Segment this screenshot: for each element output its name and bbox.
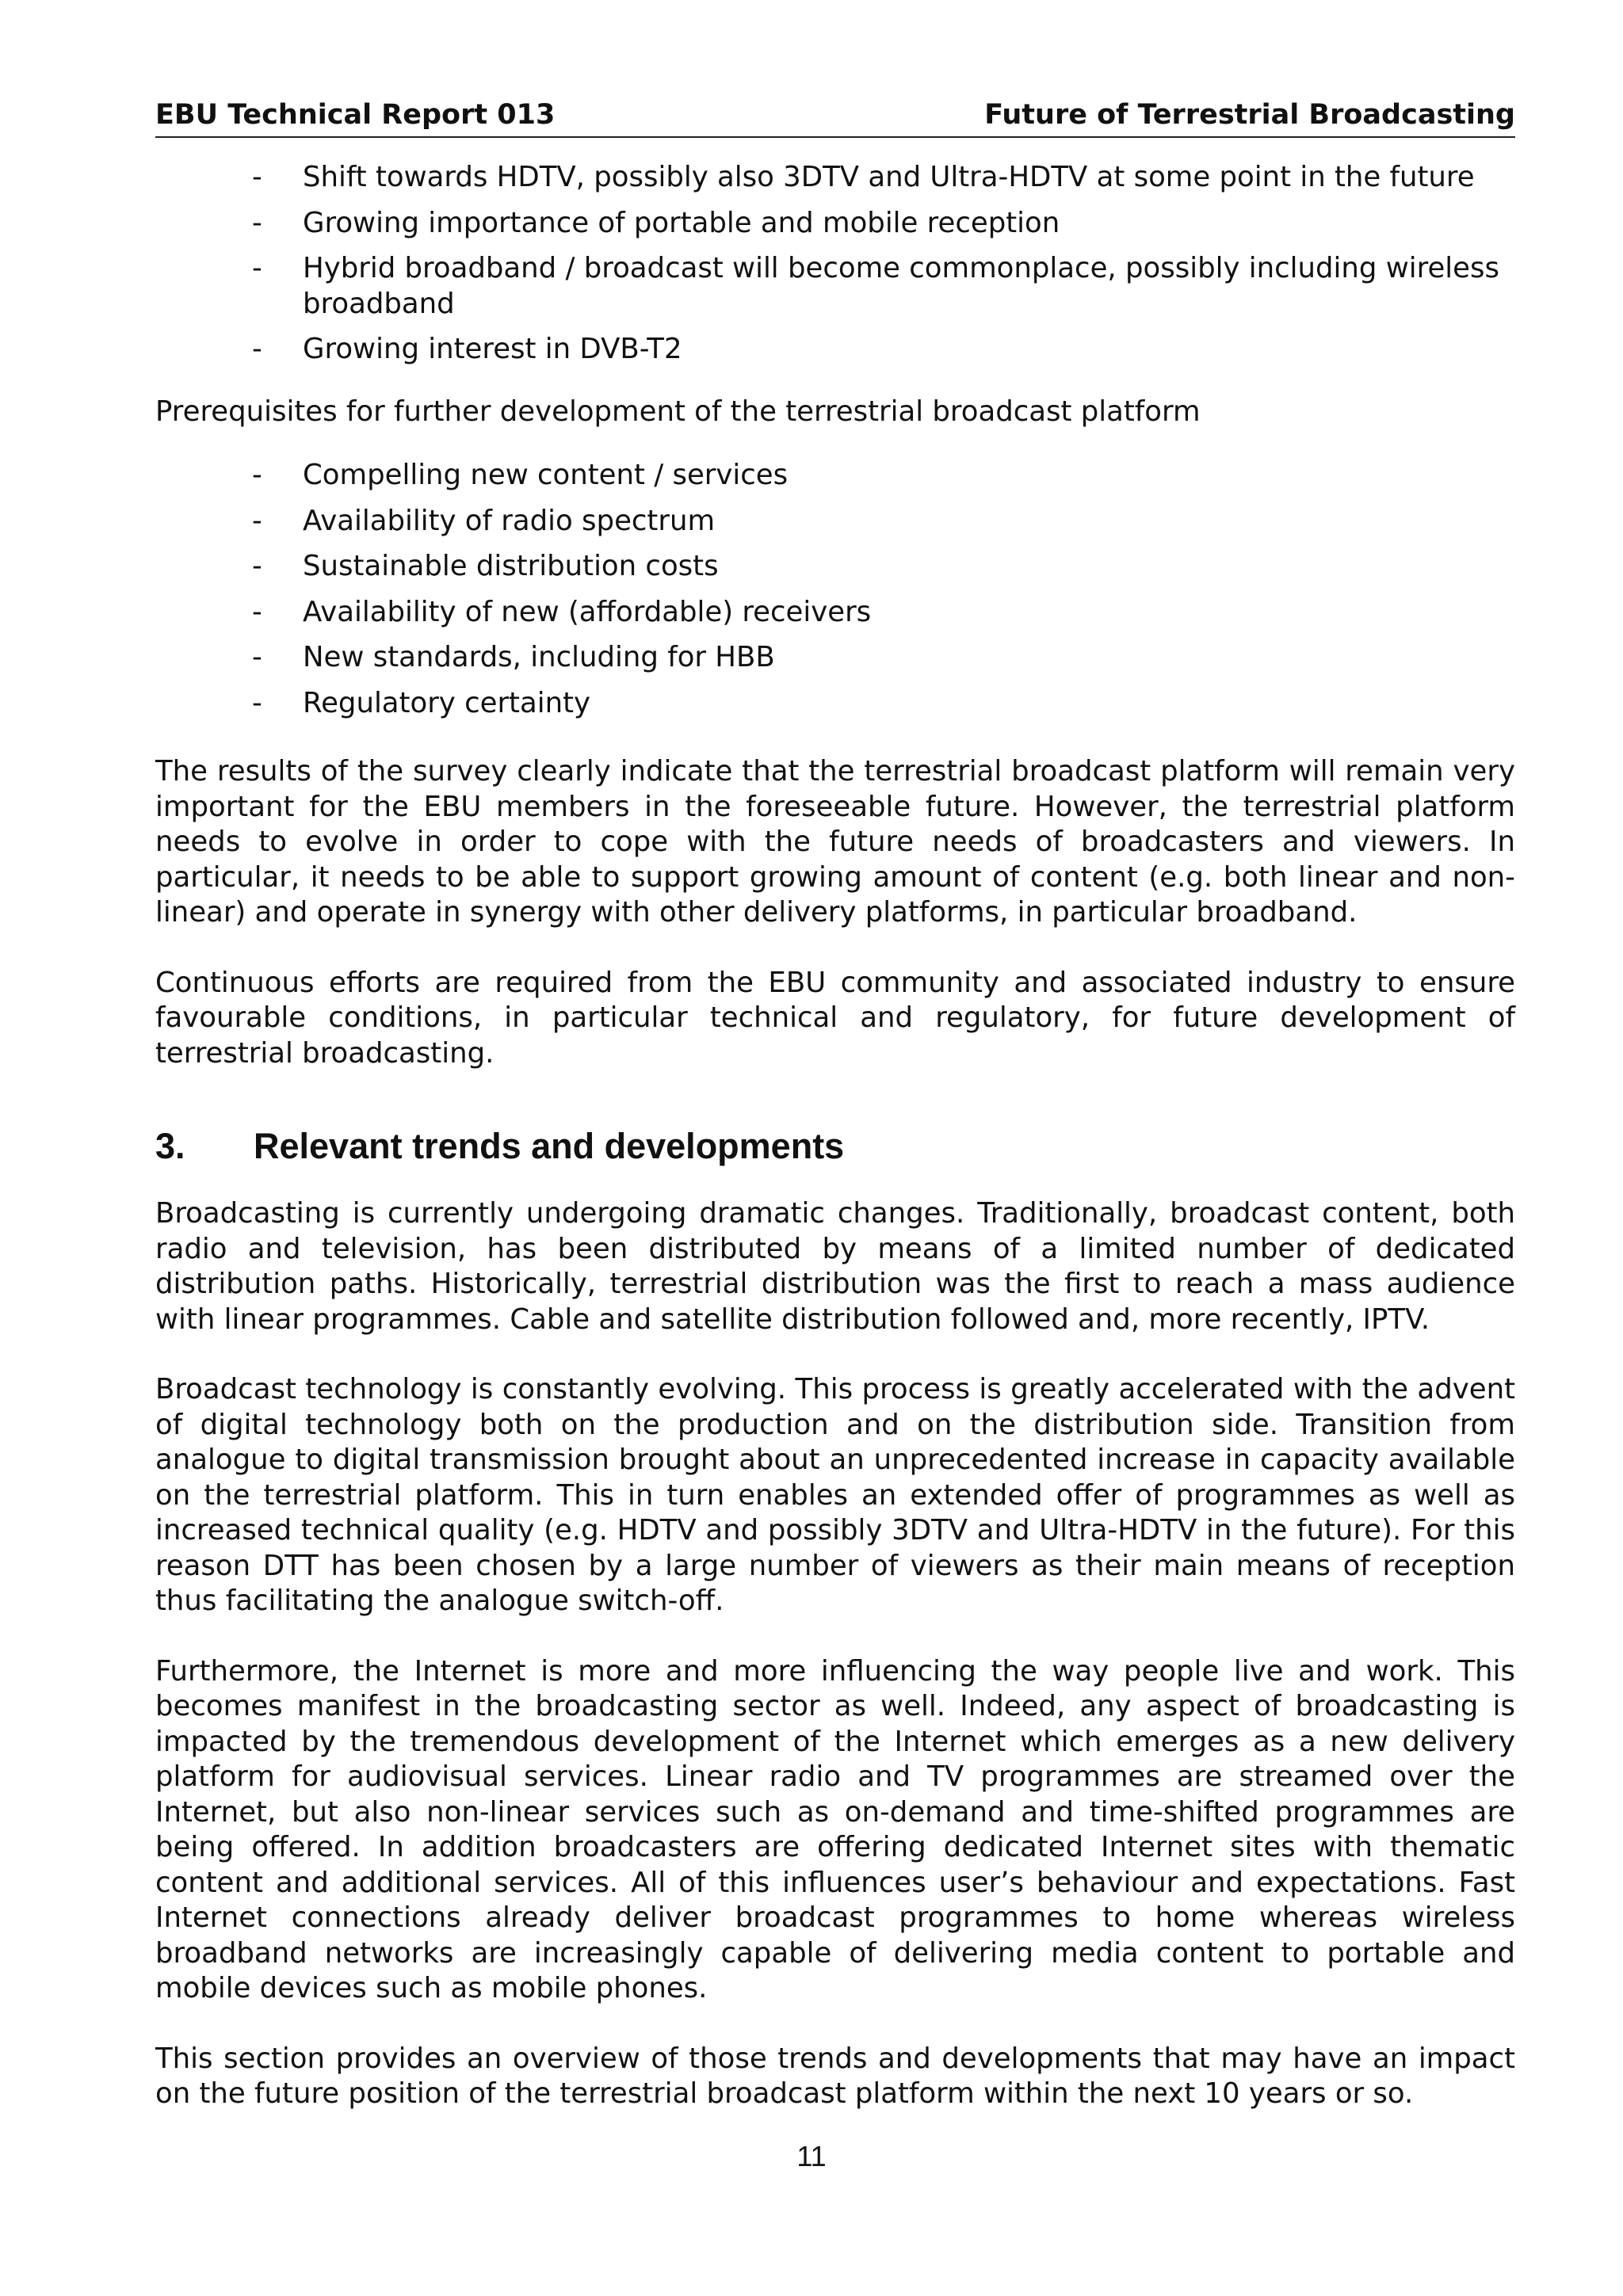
continuous-efforts-paragraph: Continuous efforts are required from the EBU community and associated industry to ensure favourable conditions, in particular technical and regulatory, for future development of terrestrial broadcasting. bbox=[155, 966, 1515, 1070]
broadcast-technology-paragraph: Broadcast technology is constantly evolving. This process is greatly accelerated with the advent of digital technology both on the production and on the distribution side. Transition from analogue to digital transmission brought about an unprecedented increase in capacity available on the terrestrial platform. This in turn enables an extended offer of programmes as well as increased technical quality (e.g. HDTV and possibly 3DTV and Ultra-HDTV in the future). For this reason DTT has been chosen by a large number of viewers as their main means of reception thus facilitating the analogue switch-off. bbox=[155, 1373, 1515, 1617]
trends-list bbox=[155, 160, 1515, 368]
bullet-dash: - bbox=[252, 333, 262, 365]
list-item bbox=[155, 549, 1515, 585]
list-item bbox=[155, 458, 1515, 494]
section-title: Relevant trends and developments bbox=[254, 1126, 845, 1166]
running-header bbox=[155, 93, 1515, 138]
list-item-text: Growing interest in DVB-T2 bbox=[303, 333, 682, 365]
list-item-text: Regulatory certainty bbox=[303, 686, 591, 719]
list-item bbox=[155, 595, 1515, 631]
list-item-text: Compelling new content / services bbox=[303, 459, 789, 491]
bullet-dash: - bbox=[252, 595, 262, 628]
bullet-dash: - bbox=[252, 550, 262, 582]
broadcasting-changes-paragraph: Broadcasting is currently undergoing dramatic changes. Traditionally, broadcast content, both radio and television, has been distributed by means of a limited number of dedicated distribution paths. Historically, terrestrial distribution was the first to reach a mass audience with linear programmes. Cable and satellite distribution followed and, more recently, IPTV. bbox=[155, 1197, 1515, 1336]
list-item-text: Shift towards HDTV, possibly also 3DTV and Ultra-HDTV at some point in the future bbox=[303, 161, 1475, 193]
list-item bbox=[155, 206, 1515, 242]
list-item-text: Sustainable distribution costs bbox=[303, 550, 719, 582]
header-document-title: Future of Terrestrial Broadcasting bbox=[984, 99, 1515, 131]
list-item bbox=[155, 160, 1515, 196]
bullet-dash: - bbox=[252, 686, 262, 719]
page-number: 11 bbox=[796, 2140, 827, 2172]
prerequisites-list bbox=[155, 458, 1515, 721]
list-item-text: Growing importance of portable and mobile reception bbox=[303, 206, 1060, 239]
list-item-text: Hybrid broadband / broadcast will become commonplace, possibly including wireless broadband bbox=[303, 252, 1499, 320]
section-number: 3. bbox=[155, 1126, 185, 1166]
prerequisites-intro: Prerequisites for further development of the terrestrial broadcast platform bbox=[155, 395, 1201, 428]
list-item bbox=[155, 332, 1515, 368]
bullet-dash: - bbox=[252, 641, 262, 673]
bullet-dash: - bbox=[252, 459, 262, 491]
list-item bbox=[155, 504, 1515, 540]
page-content bbox=[155, 160, 1515, 2112]
list-item bbox=[155, 686, 1515, 722]
bullet-dash: - bbox=[252, 161, 262, 193]
bullet-dash: - bbox=[252, 252, 262, 284]
section-overview-paragraph: This section provides an overview of those trends and developments that may have an impact on the future position of the terrestrial broadcast platform within the next 10 years or so. bbox=[155, 2042, 1515, 2110]
bullet-dash: - bbox=[252, 504, 262, 537]
header-report-title: EBU Technical Report 013 bbox=[155, 99, 556, 131]
bullet-dash: - bbox=[252, 206, 262, 239]
list-item-text: Availability of radio spectrum bbox=[303, 504, 716, 537]
section-heading bbox=[155, 1125, 1515, 1168]
list-item bbox=[155, 251, 1515, 322]
list-item bbox=[155, 640, 1515, 676]
survey-results-paragraph: The results of the survey clearly indicate that the terrestrial broadcast platform will remain very important for the EBU members in the foreseeable future. However, the terrestrial platform needs to evolve in order to cope with the future needs of broadcasters and viewers. In particular, it needs to be able to support growing amount of content (e.g. both linear and non-linear) and operate in synergy with other delivery platforms, in particular broadband. bbox=[155, 755, 1515, 929]
internet-influence-paragraph: Furthermore, the Internet is more and more influencing the way people live and work. This becomes manifest in the broadcasting sector as well. Indeed, any aspect of broadcasting is impacted by the tremendous development of the Internet which emerges as a new delivery platform for audiovisual services. Linear radio and TV programmes are streamed over the Internet, but also non-linear services such as on-demand and time-shifted programmes are being offered. In addition broadcasters are offering dedicated Internet sites with thematic content and additional services. All of this influences user’s behaviour and expectations. Fast Internet connections already deliver broadcast programmes to home whereas wireless broadband networks are increasingly capable of delivering media content to portable and mobile devices such as mobile phones. bbox=[155, 1654, 1515, 2004]
list-item-text: New standards, including for HBB bbox=[303, 641, 775, 673]
list-item-text: Availability of new (affordable) receivers bbox=[303, 595, 872, 628]
